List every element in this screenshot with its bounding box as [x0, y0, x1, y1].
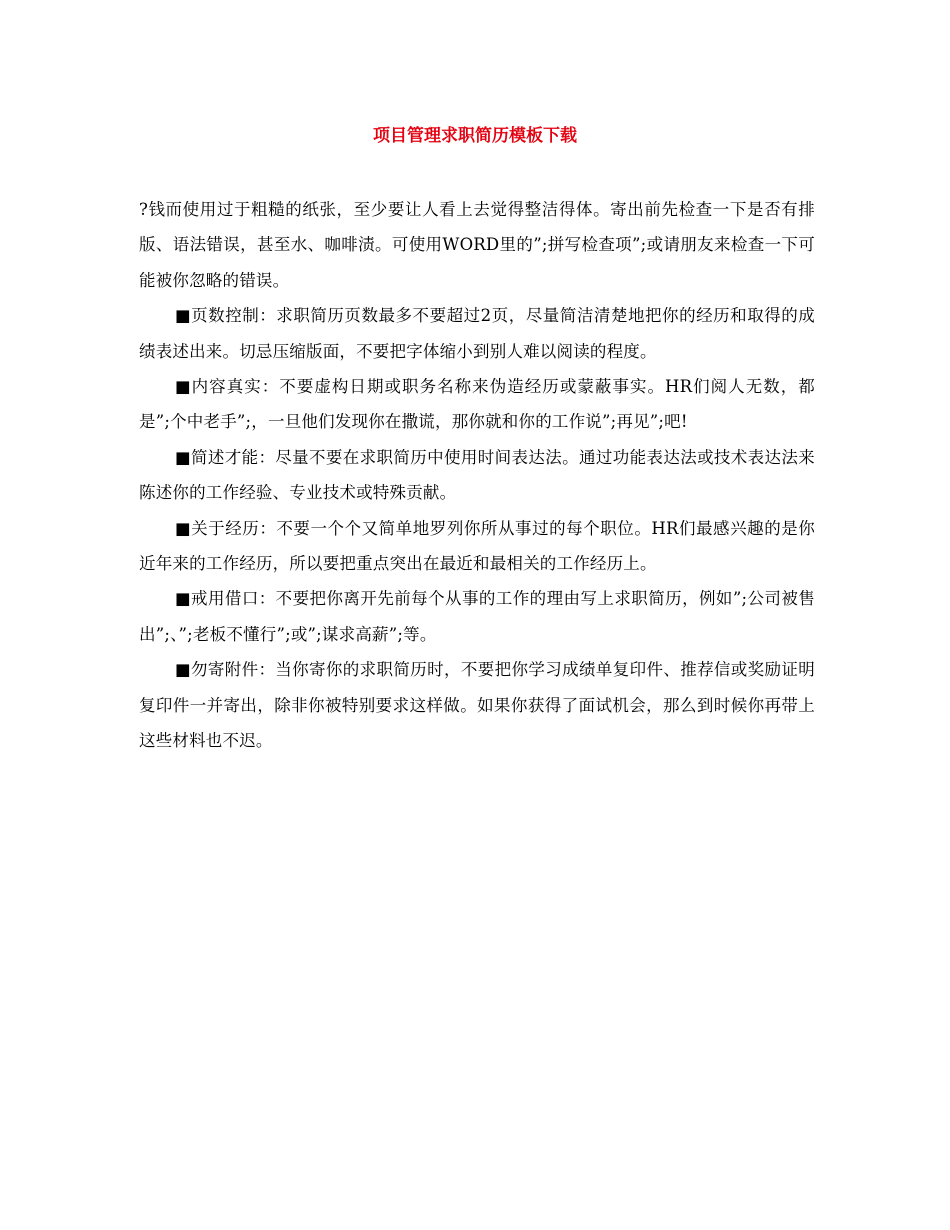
paragraph-truthful-content: ■内容真实：不要虚构日期或职务名称来伪造经历或蒙蔽事实。HR们阅人无数，都是”;个中老手”;，一旦他们发现你在撒谎，那你就和你的工作说”;再见”;吧! — [139, 377, 815, 432]
paragraph-avoid-excuses: ■戒用借口：不要把你离开先前每个从事的工作的理由写上求职简历，例如”;公司被售出”;、”;老板不懂行”;或”;谋求高薪”;等。 — [139, 589, 815, 644]
paragraph-no-attachments: ■勿寄附件：当你寄你的求职简历时，不要把你学习成绩单复印件、推荐信或奖励证明复印件一并寄出，除非你被特别要求这样做。如果你获得了面试机会，那么到时候你再带上这些材料也不迟。 — [139, 660, 815, 751]
paragraph-about-experience: ■关于经历：不要一个个又简单地罗列你所从事过的每个职位。HR们最感兴趣的是你近年来的工作经历，所以要把重点突出在最近和最相关的工作经历上。 — [139, 518, 815, 574]
document-body — [139, 192, 815, 759]
paragraph-describe-skills: ■简述才能：尽量不要在求职简历中使用时间表达法。通过功能表达法或技术表达法来陈述你的工作经验、专业技术或特殊贡献。 — [139, 447, 815, 503]
paragraph-intro: ?钱而使用过于粗糙的纸张，至少要让人看上去觉得整洁得体。寄出前先检查一下是否有排版、语法错误，甚至水、咖啡渍。可使用WORD里的”;拼写检查项”;或请朋友来检查一下可能被你忽略的错误。 — [139, 200, 815, 290]
paragraph-page-count: ■页数控制：求职简历页数最多不要超过2页，尽量简洁清楚地把你的经历和取得的成绩表述出来。切忌压缩版面，不要把字体缩小到别人难以阅读的程度。 — [139, 306, 815, 361]
document-title: 项目管理求职简历模板下载 — [373, 126, 577, 146]
